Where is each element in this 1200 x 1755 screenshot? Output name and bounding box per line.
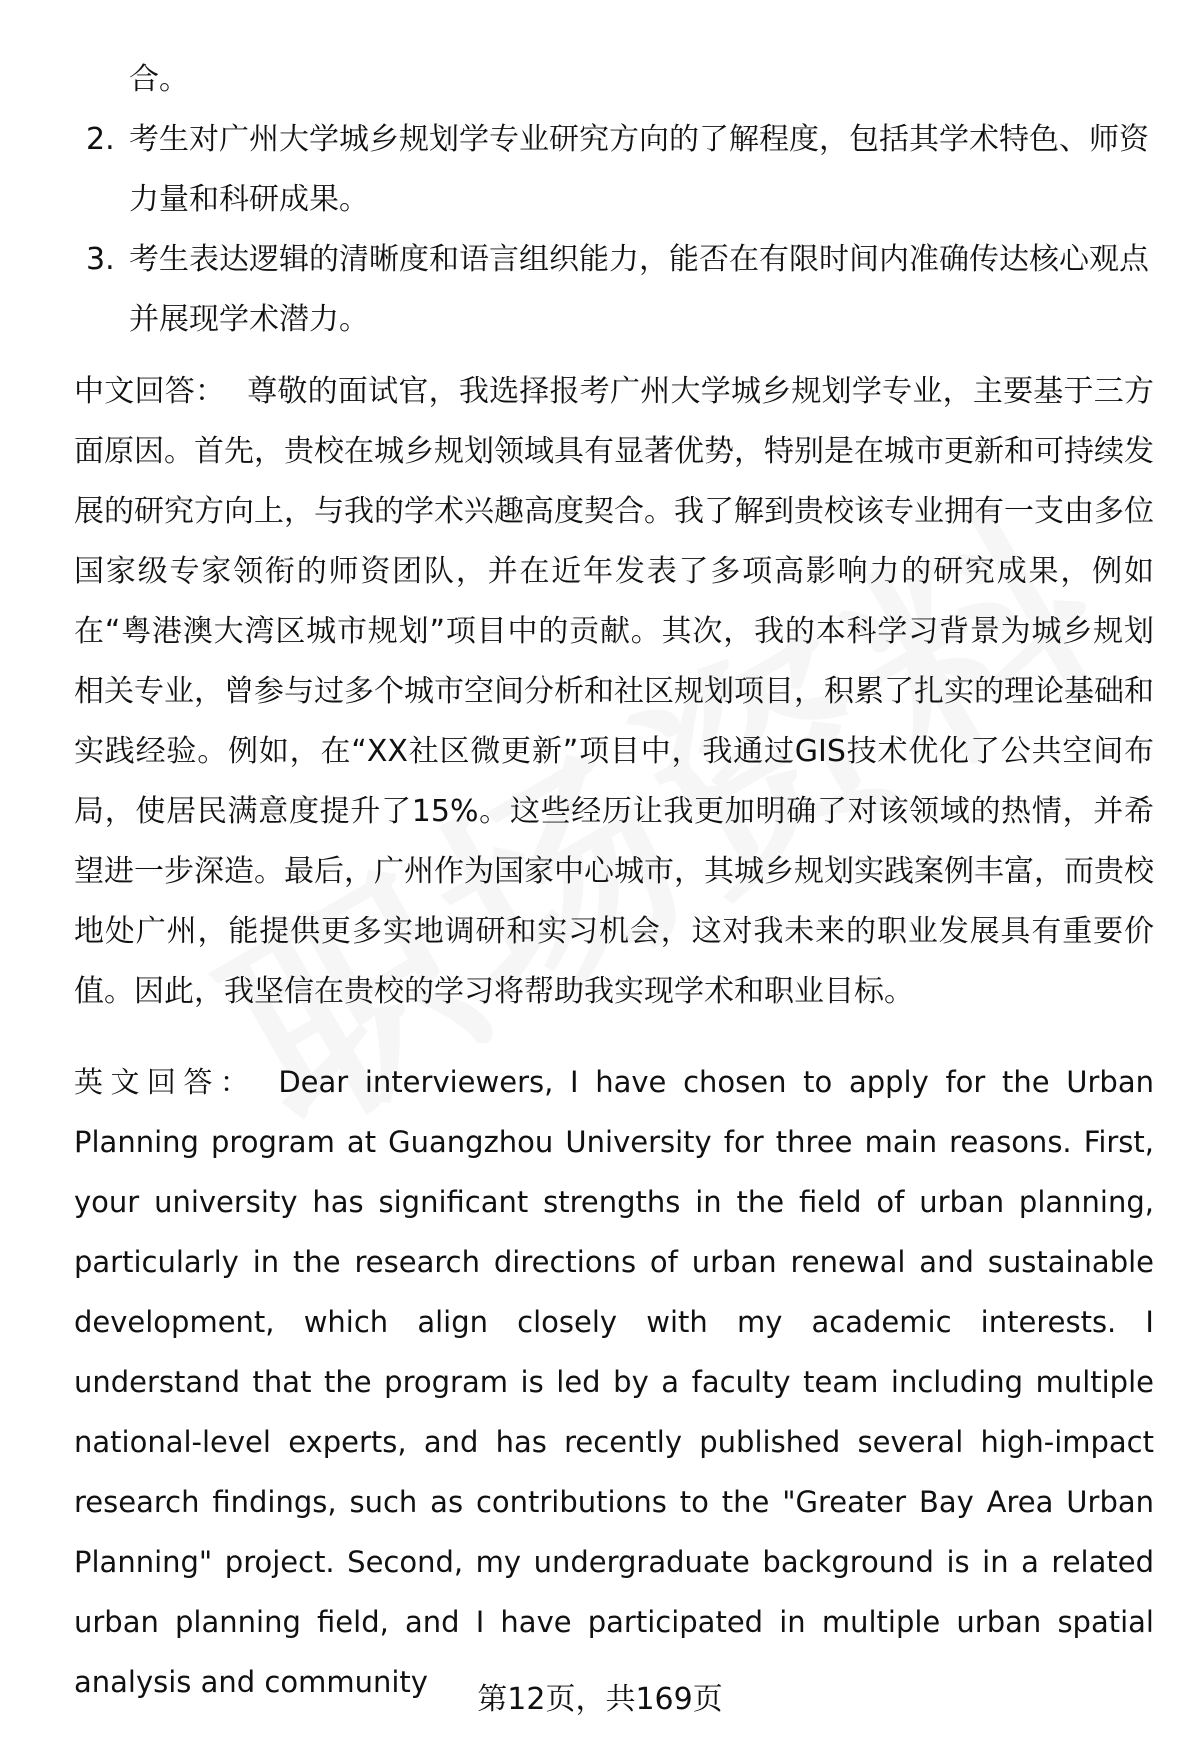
chinese-answer-text: 尊敬的面试官，我选择报考广州大学城乡规划学专业，主要基于三方面原因。首先，贵校在城乡规划领域具有显著优势，特别是在城市更新和可持续发展的研究方向上，与我的学术兴趣高度契合。我了解到贵校该专业拥有一支由多位国家级专家领衔的师资团队，并在近年发表了多项高影响力的研究成果，例如在“粤港澳大湾区城市规划”项目中的贡献。其次，我的本科学习背景为城乡规划相关专业，曾参与过多个城市空间分析和社区规划项目，积累了扎实的理论基础和实践经验。例如，在“XX社区微更新”项目中，我通过GIS技术优化了公共空间布局，使居民满意度提升了15%。这些经历让我更加明确了对该领域的热情，并希望进一步深造。最后，广州作为国家中心城市，其城乡规划实践案例丰富，而贵校地处广州，能提供更多实地调研和实习机会，这对我未来的职业发展具有重要价值。因此，我坚信在贵校的学习将帮助我实现学术和职业目标。	[74, 374, 1155, 1009]
list-item-text: 考生表达逻辑的清晰度和语言组织能力，能否在有限时间内准确传达核心观点并展现学术潜力。	[129, 242, 1149, 337]
document-body	[74, 50, 1154, 1741]
chinese-answer-label: 中文回答：	[74, 374, 226, 409]
chinese-answer-paragraph	[74, 362, 1154, 1022]
list-item	[74, 110, 1154, 230]
english-answer-label: 英文回答：	[74, 1065, 257, 1099]
list-item-number: 3.	[86, 242, 115, 277]
list-item-number: 2.	[86, 122, 115, 157]
list-item-text: 考生对广州大学城乡规划学专业研究方向的了解程度，包括其学术特色、师资力量和科研成果。	[129, 122, 1149, 217]
list-continuation: 合。	[129, 62, 189, 97]
english-answer-text: Dear interviewers, I have chosen to apply for the Urban Planning program at Guangzhou University for three main reasons. First, your university has significant strengths in the field of urban planning, particularly in the research directions of urban renewal and sustainable development, which align closely with my academic interests. I understand that the program is led by a faculty team including multiple national-level experts, and has recently published several high-impact research findings, such as contributions to the "Greater Bay Area Urban Planning" project. Second, my undergraduate background is in a related urban planning field, and I have participated in multiple urban spatial analysis and community	[74, 1065, 1154, 1699]
list-item	[74, 230, 1154, 350]
english-answer-paragraph	[74, 1052, 1154, 1712]
page-number: 第12页，共169页	[477, 1682, 723, 1717]
